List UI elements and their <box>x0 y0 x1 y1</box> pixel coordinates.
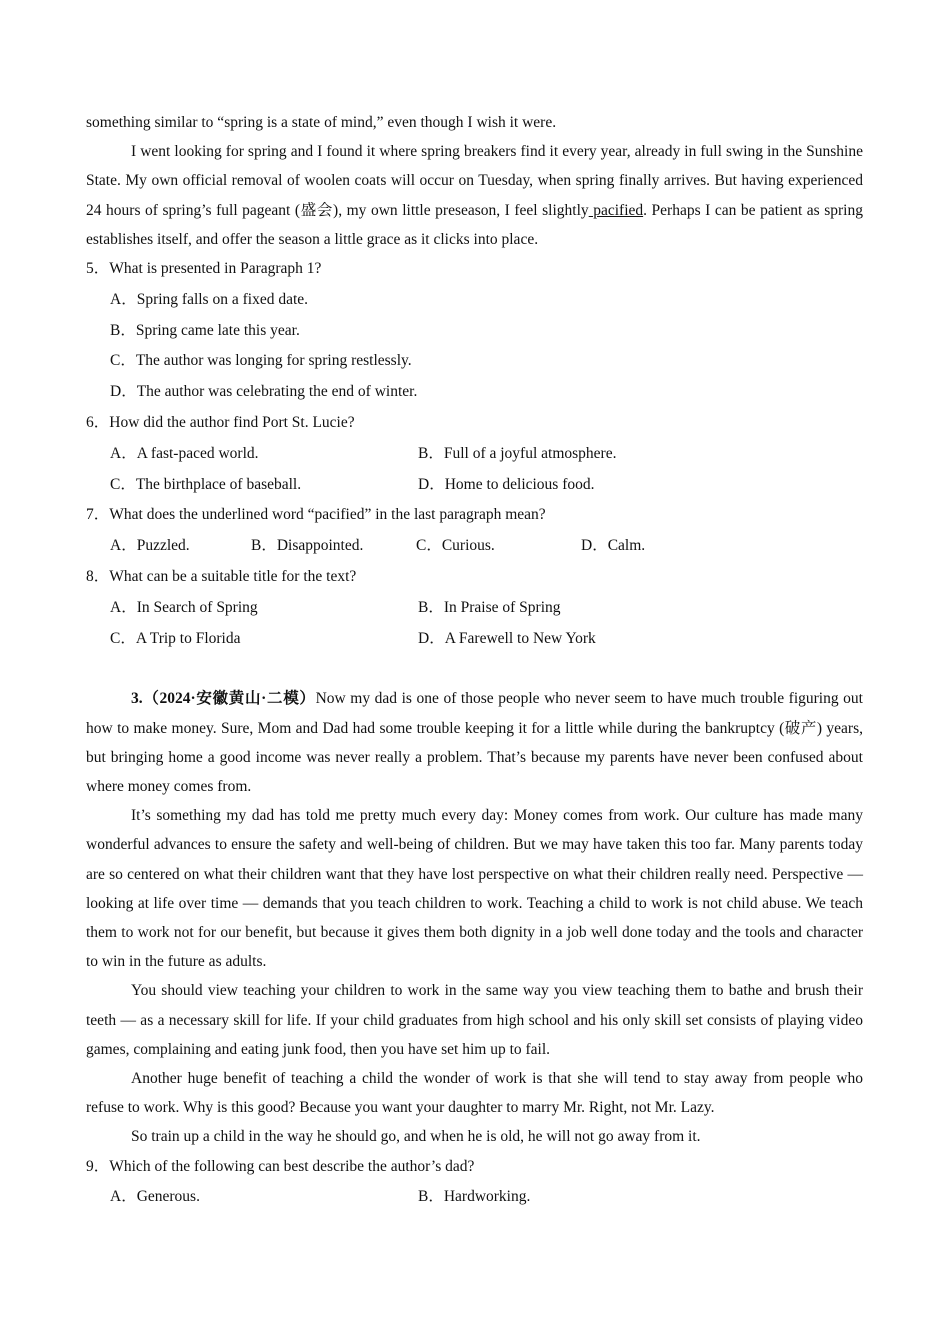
paragraph-final-text: I went looking for spring and I found it where spring breakers find it every year, already in full swing in the Sunshine State. My own official removal of woolen coats will occur on Tuesday, when spring finally arrives. But having experienced 24 hours of spring’s full pageant (盛会), my own little preseason, I feel slightly <box>86 143 863 219</box>
option-5c[interactable]: C．The author was longing for spring restlessly. <box>110 352 412 370</box>
passage-3-source-label: 3.（2024·安徽黄山·二模） <box>131 690 316 708</box>
question-7-options <box>110 531 863 562</box>
option-8d[interactable]: D．A Farewell to New York <box>418 629 596 647</box>
passage-3-paragraph-1-text: Now my dad is one of those people who never seem to have much trouble figuring out how to make money. Sure, Mom and Dad had some trouble keeping it for a little while during the bankruptcy (破产) years, but bringing home a good income was never really a problem. That’s because my parents have never been confused about where money comes from. <box>86 690 863 795</box>
paragraph-final <box>86 137 863 254</box>
question-6: 6．How did the author find Port St. Lucie? <box>86 414 355 431</box>
option-7c[interactable]: C．Curious. <box>416 537 495 555</box>
option-7d[interactable]: D．Calm. <box>581 537 646 555</box>
option-5b[interactable]: B．Spring came late this year. <box>110 321 300 339</box>
option-8b[interactable]: B．In Praise of Spring <box>418 598 561 616</box>
option-6d[interactable]: D．Home to delicious food. <box>418 475 595 493</box>
paragraph-continuation: something similar to “spring is a state of mind,” even though I wish it were. <box>86 114 557 131</box>
option-6c[interactable]: C．The birthplace of baseball. <box>110 475 302 493</box>
option-7b[interactable]: B．Disappointed. <box>251 537 364 555</box>
question-9-options <box>110 1182 863 1213</box>
question-7: 7．What does the underlined word “pacified” in the last paragraph mean? <box>86 506 546 524</box>
paragraph-final-tail: . Perhaps I can be patient as spring establishes itself, and offer the season a little grace as it clicks into place. <box>86 201 863 248</box>
passage-3-paragraph-5: So train up a child in the way he should go, and when he is old, he will not go away from it. <box>131 1128 701 1146</box>
question-6-options <box>110 439 863 501</box>
passage-3-paragraph-1 <box>86 684 863 801</box>
option-6a[interactable]: A．A fast-paced world. <box>110 444 259 462</box>
option-7a[interactable]: A．Puzzled. <box>110 537 190 555</box>
passage-3-paragraph-4: Another huge benefit of teaching a child the wonder of work is that she will tend to stay away from people who refuse to work. Why is this good? Because you want your daughter to marry Mr. Right, not Mr. Lazy. <box>86 1070 863 1117</box>
passage-3-paragraph-2: It’s something my dad has told me pretty much every day: Money comes from work. Our culture has made many wonderful advances to ensure the safety and well-being of children. But we may have taken this too far. Many parents today are so centered on what their children want that they have lost perspective on what their children really need. Perspective — looking at life over time — demands that you teach children to work. Teaching a child to work is not child abuse. We teach them to work not for our benefit, but because it gives them both dignity in a job well done today and the tools and character to win in the future as adults. <box>86 807 863 971</box>
question-8: 8．What can be a suitable title for the text? <box>86 567 357 585</box>
option-8c[interactable]: C．A Trip to Florida <box>110 629 241 647</box>
option-8a[interactable]: A．In Search of Spring <box>110 598 258 616</box>
section-gap <box>86 654 863 684</box>
option-9b[interactable]: B．Hardworking. <box>418 1188 531 1206</box>
question-5-options <box>110 285 863 408</box>
option-6b[interactable]: B．Full of a joyful atmosphere. <box>418 444 617 462</box>
question-9: 9．Which of the following can best describe the author’s dad? <box>86 1157 475 1175</box>
question-8-options <box>110 593 863 655</box>
option-5d[interactable]: D．The author was celebrating the end of winter. <box>110 383 418 401</box>
document-page <box>86 108 863 1213</box>
option-5a[interactable]: A．Spring falls on a fixed date. <box>110 290 309 308</box>
option-9a[interactable]: A．Generous. <box>110 1188 200 1206</box>
question-5: 5．What is presented in Paragraph 1? <box>86 260 322 278</box>
passage-3-paragraph-3: You should view teaching your children to work in the same way you view teaching them to bathe and brush their teeth — as a necessary skill for life. If your child graduates from high school and his only skill set consists of playing video games, complaining and eating junk food, then you have set him up to fail. <box>86 982 863 1058</box>
underlined-word-pacified: pacified <box>588 201 644 219</box>
